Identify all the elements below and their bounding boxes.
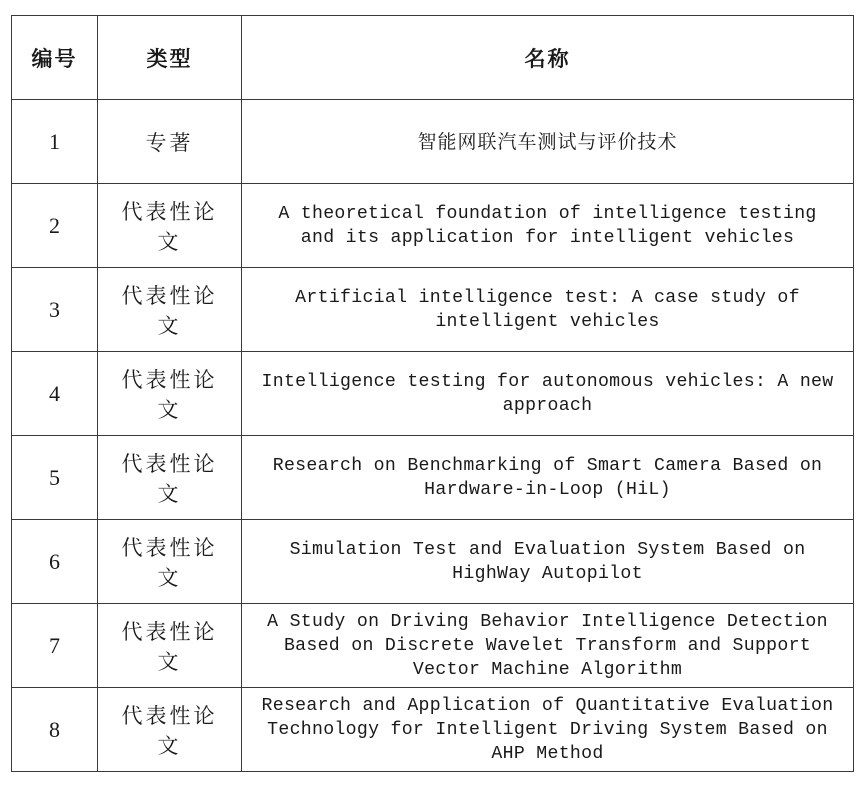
table-row <box>12 604 854 688</box>
header-type: 类型 <box>98 16 242 100</box>
cell-type: 代表性论文 <box>98 688 242 772</box>
publications-table <box>11 15 854 772</box>
cell-name: 智能网联汽车测试与评价技术 <box>242 100 854 184</box>
cell-name: A theoretical foundation of intelligence testing and its application for intelligent vehicles <box>242 184 854 268</box>
cell-name: Simulation Test and Evaluation System Based on HighWay Autopilot <box>242 520 854 604</box>
cell-type: 代表性论文 <box>98 352 242 436</box>
table-row <box>12 184 854 268</box>
cell-number: 6 <box>12 520 98 604</box>
cell-type: 代表性论文 <box>98 520 242 604</box>
table-row <box>12 268 854 352</box>
cell-type: 代表性论文 <box>98 436 242 520</box>
cell-type: 专著 <box>98 100 242 184</box>
table-row <box>12 520 854 604</box>
cell-name: Research and Application of Quantitative Evaluation Technology for Intelligent Driving System Based on AHP Method <box>242 688 854 772</box>
cell-name: A Study on Driving Behavior Intelligence Detection Based on Discrete Wavelet Transform and Support Vector Machine Algorithm <box>242 604 854 688</box>
table-row <box>12 688 854 772</box>
cell-name: Artificial intelligence test: A case study of intelligent vehicles <box>242 268 854 352</box>
cell-type: 代表性论文 <box>98 268 242 352</box>
cell-type: 代表性论文 <box>98 604 242 688</box>
cell-type: 代表性论文 <box>98 184 242 268</box>
table-row <box>12 436 854 520</box>
table-row <box>12 100 854 184</box>
cell-number: 7 <box>12 604 98 688</box>
header-number: 编号 <box>12 16 98 100</box>
cell-name: Research on Benchmarking of Smart Camera Based on Hardware-in-Loop (HiL) <box>242 436 854 520</box>
cell-name: Intelligence testing for autonomous vehicles: A new approach <box>242 352 854 436</box>
cell-number: 8 <box>12 688 98 772</box>
cell-number: 2 <box>12 184 98 268</box>
table-header-row <box>12 16 854 100</box>
header-name: 名称 <box>242 16 854 100</box>
table-row <box>12 352 854 436</box>
cell-number: 4 <box>12 352 98 436</box>
cell-number: 5 <box>12 436 98 520</box>
cell-number: 3 <box>12 268 98 352</box>
cell-number: 1 <box>12 100 98 184</box>
